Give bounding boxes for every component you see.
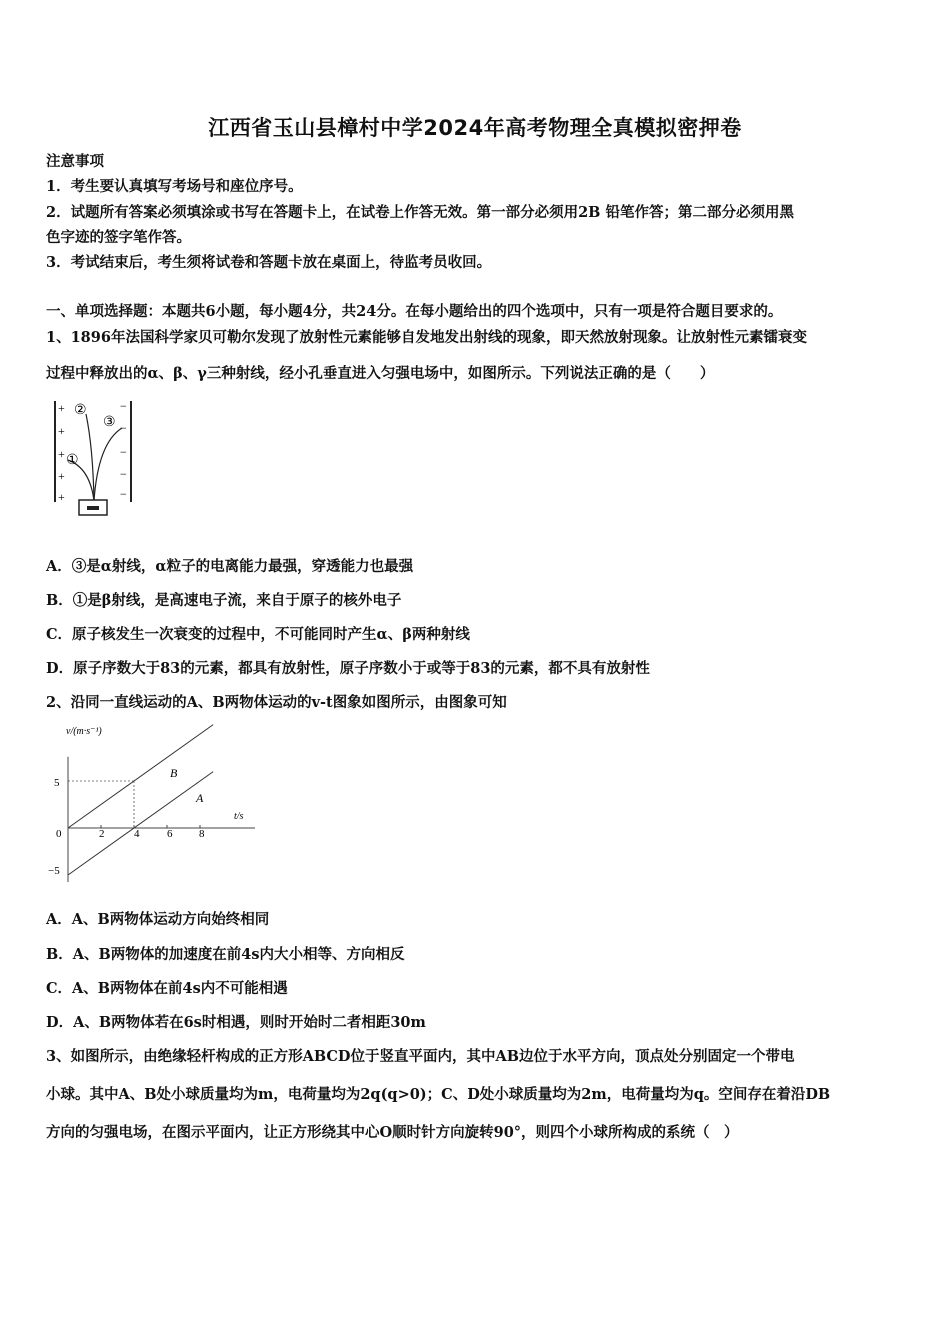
x-tick-label: 2 [99,828,105,840]
series-line-a [68,772,213,875]
notice-item: 3．考试结束后，考生须将试卷和答题卡放在桌面上，待监考员收回。 [46,254,492,271]
q2-option-b: B．A、B两物体的加速度在前4s内大小相等、方向相反 [46,946,405,963]
plus-sign: + [58,401,65,415]
minus-sign: − [120,467,127,481]
series-line-b [68,725,213,828]
q1-option-c: C．原子核发生一次衰变的过程中，不可能同时产生α、β两种射线 [46,626,470,643]
y-tick-label: 5 [54,777,60,789]
q2-stem: 2、沿同一直线运动的A、B两物体运动的v-t图象如图所示，由图象可知 [46,694,507,711]
minus-sign: − [120,421,127,435]
notice-item: 色字迹的签字笔作答。 [46,229,191,246]
notice-heading: 注意事项 [46,153,104,170]
plus-sign: + [58,424,65,438]
ray-label-3: ③ [103,415,116,430]
q1-option-b: B．①是β射线，是高速电子流，来自于原子的核外电子 [46,592,402,609]
ray-label-1: ① [66,453,79,468]
q3-stem-line: 方向的匀强电场，在图示平面内，让正方形绕其中心O顺时针方向旋转90°，则四个小球所构成的系统（ ） [46,1124,739,1141]
y-axis-label: v/(m·s⁻¹) [66,726,102,737]
q1-stem-line: 1、1896年法国科学家贝可勒尔发现了放射性元素能够自发地发出射线的现象，即天然放射现象。让放射性元素镭衰变 [46,329,807,346]
minus-sign: − [120,445,127,459]
q1-option-d: D．原子序数大于83的元素，都具有放射性，原子序数小于或等于83的元素，都不具有放射性 [46,660,650,677]
plus-sign: + [58,469,65,483]
y-tick-label: −5 [48,865,60,877]
plus-sign: + [58,490,65,504]
q1-stem-line: 过程中释放出的α、β、γ三种射线，经小孔垂直进入匀强电场中，如图所示。下列说法正确的是（ ） [46,365,715,382]
x-tick-label: 6 [167,828,173,840]
x-axis-label: t/s [234,811,244,822]
q2-vt-chart [44,722,260,882]
q3-stem-line: 3、如图所示，由绝缘轻杆构成的正方形ABCD位于竖直平面内，其中AB边位于水平方向，顶点处分别固定一个带电 [46,1048,795,1065]
minus-sign: − [120,399,127,413]
q2-option-c: C．A、B两物体在前4s内不可能相遇 [46,980,288,997]
q3-stem-line: 小球。其中A、B处小球质量均为m，电荷量均为2q(q>0)；C、D处小球质量均为2m，电荷量均为q。空间存在着沿DB [46,1086,831,1103]
q1-option-a: A．③是α射线，α粒子的电离能力最强，穿透能力也最强 [46,558,414,575]
page-title: 江西省玉山县樟村中学2024年高考物理全真模拟密押卷 [208,116,742,140]
notice-item: 1．考生要认真填写考场号和座位序号。 [46,178,303,195]
q2-option-d: D．A、B两物体若在6s时相遇，则时开始时二者相距30m [46,1014,426,1031]
x-tick-label: 4 [134,828,140,840]
minus-sign: − [120,487,127,501]
x-tick-label: 0 [56,828,62,840]
ray-label-2: ② [74,403,87,418]
q2-option-a: A．A、B两物体运动方向始终相同 [46,911,270,928]
series-label-b: B [170,766,178,780]
x-tick-label: 8 [199,828,205,840]
plus-sign: + [58,447,65,461]
section-heading: 一、单项选择题：本题共6小题，每小题4分，共24分。在每小题给出的四个选项中，只有一项是符合题目要求的。 [46,303,783,320]
q1-radiation-figure [50,398,140,520]
notice-item: 2．试题所有答案必须填涂或书写在答题卡上，在试卷上作答无效。第一部分必须用2B 铅笔作答；第二部分必须用黑 [46,204,794,221]
series-label-a: A [196,791,204,805]
